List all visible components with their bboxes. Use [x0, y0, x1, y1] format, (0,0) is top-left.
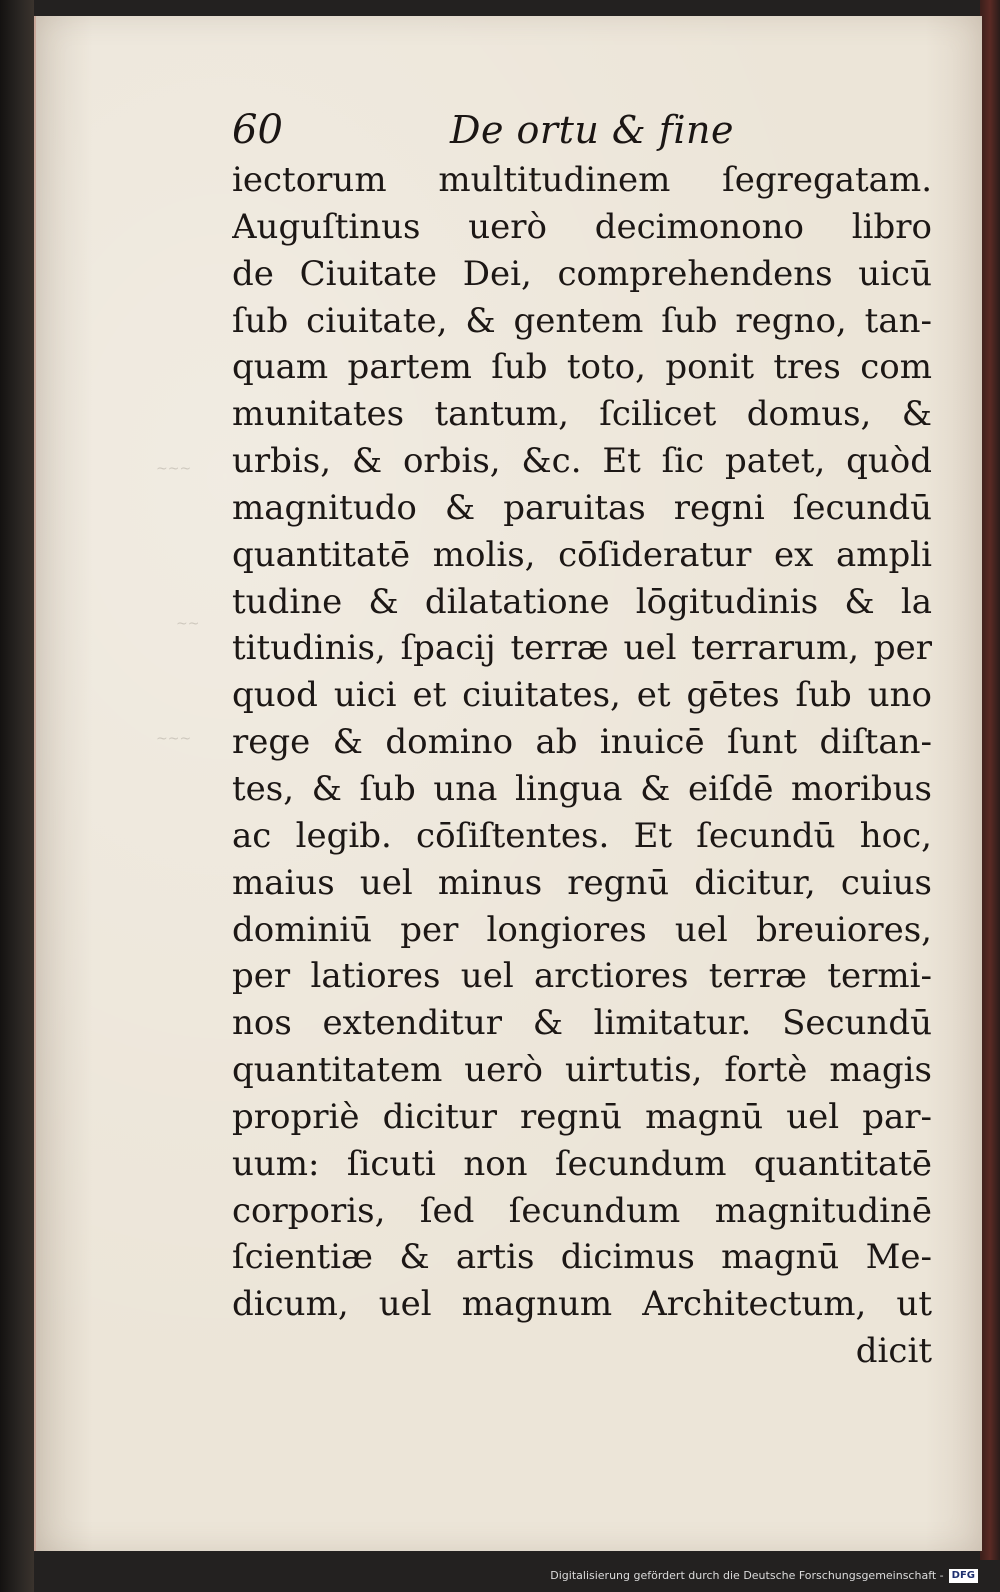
book-cover-edge [980, 0, 1000, 1560]
text-line: tes, & ſub una lingua & eiſdē moribus [232, 768, 932, 809]
text-line: de Ciuitate Dei, comprehendens uicū [232, 253, 932, 294]
catchword: dicit [855, 1331, 932, 1372]
text-block [232, 157, 932, 1375]
page-number: 60 [232, 107, 283, 153]
text-line: rege & domino ab inuicē ſunt diſtan- [232, 722, 932, 763]
text-line: quod uici et ciuitates, et gētes ſub uno [232, 675, 932, 716]
book-spine [0, 0, 34, 1592]
text-line: dominiū per longiores uel breuiores, [232, 909, 932, 950]
text-line: maius uel minus regnū dicitur, cuius [232, 862, 932, 903]
digitization-credit [550, 1564, 978, 1588]
text-line: ſub ciuitate, & gentem ſub regno, tan- [232, 300, 932, 341]
text-line: corporis, ſed ſecundum magnitudinē [232, 1190, 932, 1231]
show-through-mark: ~~~ [156, 461, 192, 477]
text-line: magnitudo & paruitas regni ſecundū [232, 487, 932, 528]
text-line: munitates tantum, ſcilicet domus, & [232, 394, 932, 435]
text-line: Auguſtinus uerò decimonono libro [232, 206, 932, 247]
text-line: ac legib. cōſiſtentes. Et ſecundū hoc, [232, 815, 932, 856]
text-line: uum: ſicuti non ſecundum quantitatē [232, 1143, 932, 1184]
text-line: propriè dicitur regnū magnū uel par- [232, 1096, 932, 1137]
text-line: tudine & dilatatione lōgitudinis & la [232, 581, 932, 622]
text-line: urbis, & orbis, &c. Et ſic patet, quòd [232, 441, 932, 482]
text-line: ſcientiæ & artis dicimus magnū Me- [232, 1237, 932, 1278]
text-line: titudinis, ſpacij terræ uel terrarum, per [232, 628, 932, 669]
text-line: quantitatē molis, cōſideratur ex ampli [232, 534, 932, 575]
credit-text: Digitalisierung gefördert durch die Deutsche Forschungsgemeinschaft - [550, 1569, 944, 1582]
text-line: per latiores uel arctiores terræ termi- [232, 956, 932, 997]
text-line: quam partem ſub toto, ponit tres com [232, 347, 932, 388]
dfg-logo: DFG [949, 1569, 978, 1583]
show-through-mark: ~~ [176, 616, 200, 632]
show-through-mark: ~~~ [156, 731, 192, 747]
text-line: quantitatem uerò uirtutis, fortè magis [232, 1050, 932, 1091]
text-line: iectorum multitudinem ſegregatam. [232, 160, 932, 200]
page-header [232, 100, 932, 160]
text-line: nos extenditur & limitatur. Secundū [232, 1003, 932, 1044]
text-line: dicum, uel magnum Architectum, ut [232, 1284, 932, 1325]
running-head: De ortu & fine [450, 108, 734, 152]
